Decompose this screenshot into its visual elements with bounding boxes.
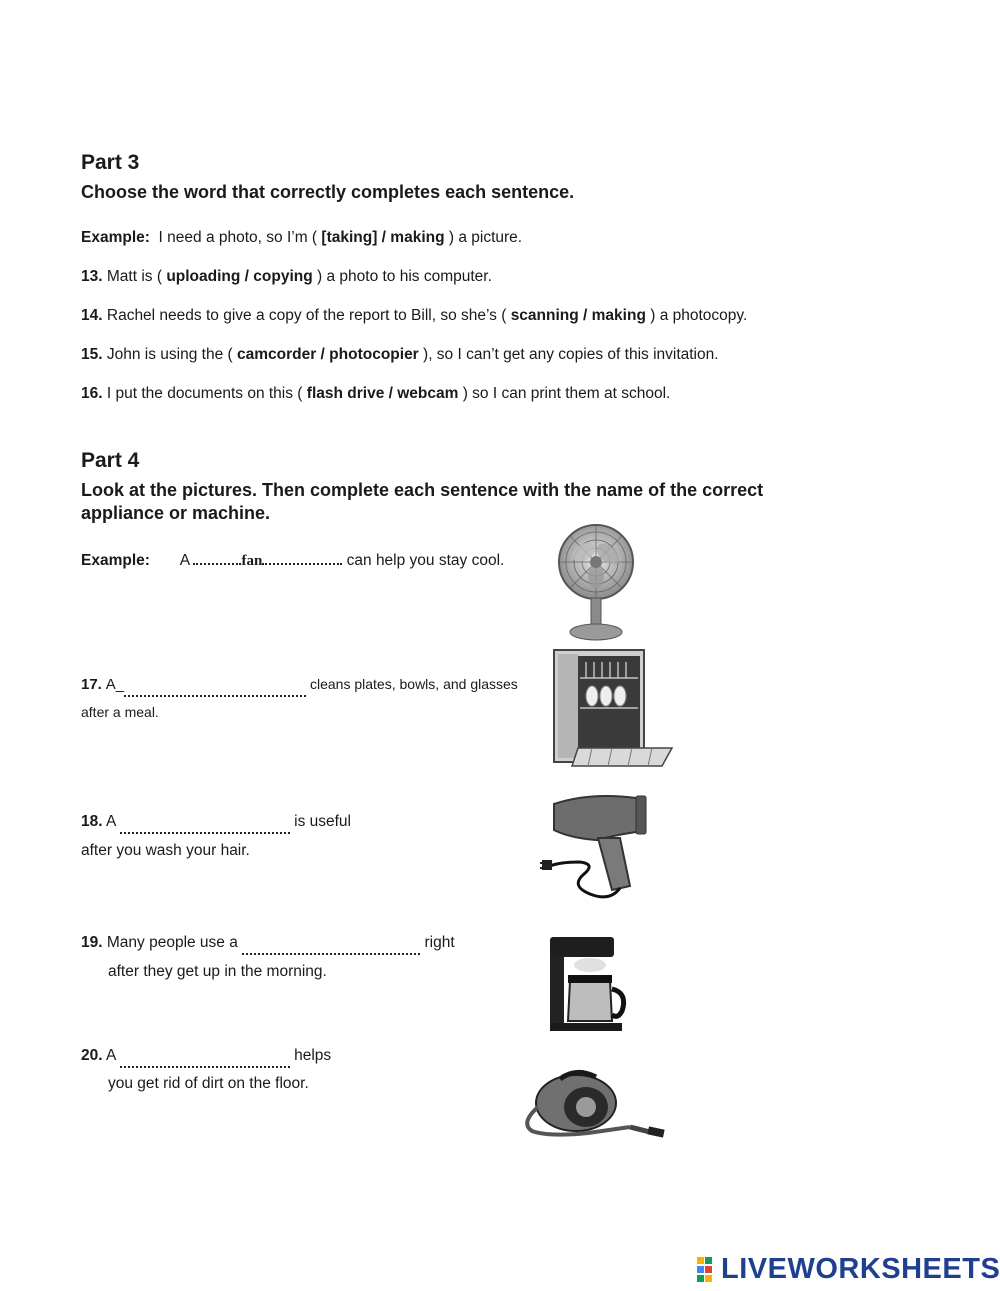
- part4-example: Example: A fan can help you stay cool.: [81, 549, 504, 570]
- part3-instruction: Choose the word that correctly completes each sentence.: [81, 182, 575, 202]
- answer-input-17[interactable]: [124, 677, 306, 697]
- choice-group[interactable]: camcorder / photocopier: [236, 346, 419, 363]
- question-19-line2: after they get up in the morning.: [108, 963, 327, 980]
- liveworksheets-logo: [697, 1253, 1000, 1286]
- question-16: 16. I put the documents on this ( flash drive / webcam ) so I can print them at school.: [81, 385, 671, 402]
- logo-mark-icon: [697, 1257, 721, 1283]
- dishwasher-icon: [552, 648, 678, 770]
- coffee-maker-icon: [546, 935, 630, 1033]
- part3-title: Part 3: [81, 151, 140, 174]
- answer-input-20[interactable]: [120, 1048, 290, 1068]
- example-choices: [taking] / making: [321, 229, 445, 246]
- example-label: Example:: [81, 552, 150, 569]
- choice-group[interactable]: flash drive / webcam: [306, 385, 459, 402]
- fan-icon: [556, 520, 636, 642]
- question-20: 20. A helps: [81, 1047, 331, 1068]
- part4-instruction-line1: Look at the pictures. Then complete each sentence with the name of the correct: [81, 480, 764, 500]
- vacuum-cleaner-icon: [518, 1067, 668, 1143]
- part4-title: Part 4: [81, 449, 140, 472]
- choice-group[interactable]: scanning / making: [510, 307, 646, 324]
- brand-name: LIVEWORKSHEETS: [721, 1253, 1000, 1285]
- example-label: Example:: [81, 229, 150, 246]
- question-13: 13. Matt is ( uploading / copying ) a photo to his computer.: [81, 268, 492, 285]
- answer-input-18[interactable]: [120, 814, 290, 834]
- example-answer: fan: [241, 553, 263, 569]
- question-17: 17. A_ cleans plates, bowls, and glasses: [81, 676, 518, 697]
- question-19: 19. Many people use a right: [81, 934, 455, 955]
- question-18: 18. A is useful: [81, 813, 351, 834]
- question-14: 14. Rachel needs to give a copy of the report to Bill, so she’s ( scanning / making ) a photocopy.: [81, 307, 748, 324]
- question-15: 15. John is using the ( camcorder / photocopier ), so I can’t get any copies of this invitation.: [81, 346, 719, 363]
- question-18-line2: after you wash your hair.: [81, 842, 250, 859]
- answer-input-19[interactable]: [242, 935, 420, 955]
- choice-group[interactable]: uploading / copying: [166, 268, 313, 285]
- part3-example: Example: I need a photo, so I’m ( [taking] / making ) a picture.: [81, 229, 523, 246]
- question-20-line2: you get rid of dirt on the floor.: [108, 1075, 309, 1092]
- part4-instruction-line2: appliance or machine.: [81, 503, 271, 523]
- hair-dryer-icon: [540, 790, 652, 906]
- question-17-line2: after a meal.: [81, 704, 159, 720]
